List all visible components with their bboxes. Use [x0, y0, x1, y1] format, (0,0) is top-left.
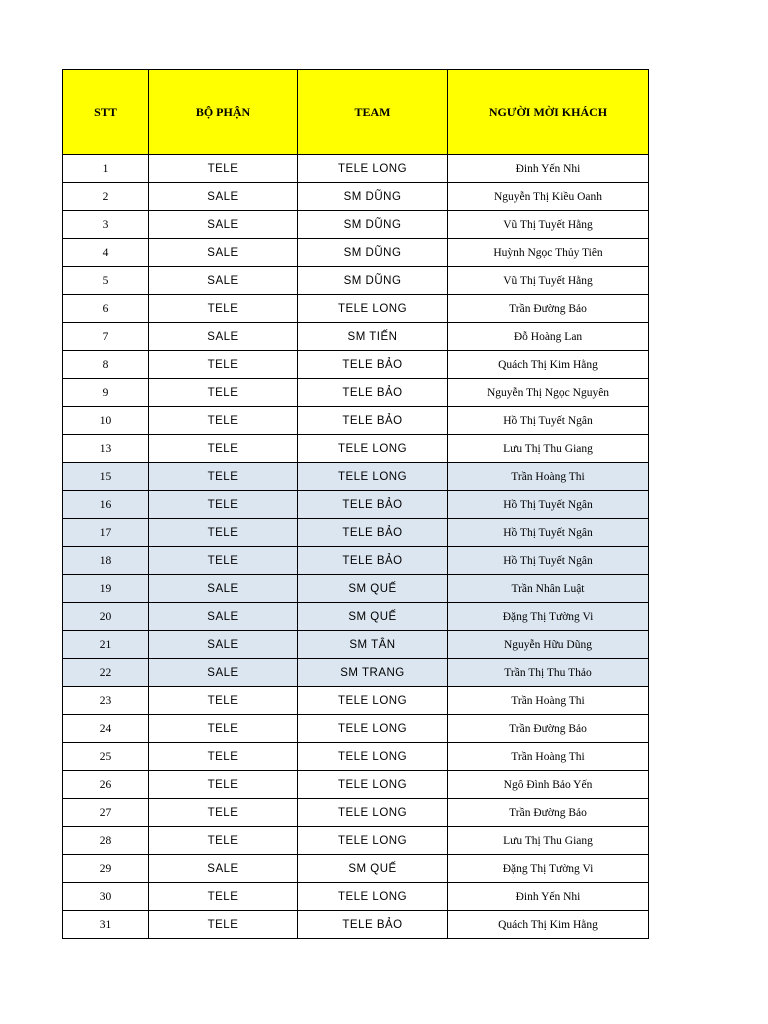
cell-bo-phan: SALE [149, 603, 298, 631]
cell-nguoi-moi-khach: Đỗ Hoàng Lan [448, 323, 649, 351]
cell-bo-phan: TELE [149, 547, 298, 575]
cell-nguoi-moi-khach: Hồ Thị Tuyết Ngân [448, 519, 649, 547]
header-nguoi-moi-khach: NGƯỜI MỜI KHÁCH [448, 70, 649, 155]
cell-bo-phan: TELE [149, 295, 298, 323]
cell-nguoi-moi-khach: Trần Hoàng Thi [448, 463, 649, 491]
cell-team: TELE LONG [298, 715, 448, 743]
cell-nguoi-moi-khach: Ngô Đình Bảo Yến [448, 771, 649, 799]
cell-stt: 4 [63, 239, 149, 267]
cell-stt: 23 [63, 687, 149, 715]
table-row [63, 715, 649, 743]
header-stt: STT [63, 70, 149, 155]
cell-bo-phan: SALE [149, 267, 298, 295]
cell-team: TELE LONG [298, 771, 448, 799]
cell-nguoi-moi-khach: Huỳnh Ngọc Thủy Tiên [448, 239, 649, 267]
cell-team: TELE LONG [298, 155, 448, 183]
cell-nguoi-moi-khach: Hồ Thị Tuyết Ngân [448, 407, 649, 435]
cell-team: SM TRANG [298, 659, 448, 687]
cell-stt: 13 [63, 435, 149, 463]
cell-team: SM QUẾ [298, 603, 448, 631]
table-row [63, 379, 649, 407]
cell-stt: 6 [63, 295, 149, 323]
cell-bo-phan: SALE [149, 631, 298, 659]
table-row [63, 603, 649, 631]
cell-team: TELE LONG [298, 295, 448, 323]
cell-team: TELE BẢO [298, 547, 448, 575]
cell-stt: 15 [63, 463, 149, 491]
cell-bo-phan: TELE [149, 519, 298, 547]
cell-bo-phan: TELE [149, 687, 298, 715]
cell-team: TELE LONG [298, 883, 448, 911]
cell-stt: 5 [63, 267, 149, 295]
cell-stt: 25 [63, 743, 149, 771]
cell-bo-phan: TELE [149, 379, 298, 407]
table-row [63, 295, 649, 323]
table-row [63, 267, 649, 295]
cell-stt: 16 [63, 491, 149, 519]
cell-stt: 10 [63, 407, 149, 435]
cell-nguoi-moi-khach: Đinh Yến Nhi [448, 883, 649, 911]
cell-bo-phan: SALE [149, 323, 298, 351]
cell-bo-phan: TELE [149, 491, 298, 519]
cell-bo-phan: TELE [149, 155, 298, 183]
cell-bo-phan: TELE [149, 743, 298, 771]
cell-nguoi-moi-khach: Nguyễn Hữu Dũng [448, 631, 649, 659]
cell-team: SM QUẾ [298, 855, 448, 883]
header-row [63, 70, 649, 155]
cell-nguoi-moi-khach: Nguyễn Thị Kiều Oanh [448, 183, 649, 211]
cell-stt: 1 [63, 155, 149, 183]
cell-team: SM QUẾ [298, 575, 448, 603]
cell-nguoi-moi-khach: Lưu Thị Thu Giang [448, 827, 649, 855]
cell-nguoi-moi-khach: Hồ Thị Tuyết Ngân [448, 547, 649, 575]
cell-nguoi-moi-khach: Quách Thị Kim Hằng [448, 351, 649, 379]
cell-bo-phan: TELE [149, 407, 298, 435]
table-header [63, 70, 649, 155]
cell-nguoi-moi-khach: Vũ Thị Tuyết Hằng [448, 211, 649, 239]
table-row [63, 575, 649, 603]
cell-stt: 27 [63, 799, 149, 827]
cell-bo-phan: SALE [149, 211, 298, 239]
cell-nguoi-moi-khach: Trần Hoàng Thi [448, 743, 649, 771]
table-row [63, 687, 649, 715]
guest-invitation-table [62, 69, 649, 939]
cell-team: TELE LONG [298, 743, 448, 771]
cell-bo-phan: SALE [149, 183, 298, 211]
cell-bo-phan: TELE [149, 351, 298, 379]
cell-stt: 7 [63, 323, 149, 351]
cell-stt: 17 [63, 519, 149, 547]
table-row [63, 407, 649, 435]
table-row [63, 239, 649, 267]
cell-stt: 3 [63, 211, 149, 239]
cell-nguoi-moi-khach: Vũ Thị Tuyết Hằng [448, 267, 649, 295]
cell-bo-phan: TELE [149, 771, 298, 799]
cell-team: SM DŨNG [298, 183, 448, 211]
cell-team: SM DŨNG [298, 211, 448, 239]
cell-team: TELE BẢO [298, 491, 448, 519]
cell-bo-phan: SALE [149, 239, 298, 267]
cell-team: SM DŨNG [298, 239, 448, 267]
cell-nguoi-moi-khach: Đặng Thị Tường Vi [448, 855, 649, 883]
table-row [63, 183, 649, 211]
cell-team: TELE BẢO [298, 407, 448, 435]
table-row [63, 323, 649, 351]
cell-stt: 31 [63, 911, 149, 939]
cell-bo-phan: TELE [149, 827, 298, 855]
cell-bo-phan: SALE [149, 575, 298, 603]
cell-nguoi-moi-khach: Trần Đường Bảo [448, 715, 649, 743]
table-body [63, 155, 649, 939]
cell-nguoi-moi-khach: Đặng Thị Tường Vi [448, 603, 649, 631]
cell-stt: 18 [63, 547, 149, 575]
cell-nguoi-moi-khach: Lưu Thị Thu Giang [448, 435, 649, 463]
table-row [63, 491, 649, 519]
cell-team: SM TIẾN [298, 323, 448, 351]
table-row [63, 659, 649, 687]
cell-bo-phan: SALE [149, 659, 298, 687]
cell-stt: 2 [63, 183, 149, 211]
cell-team: TELE LONG [298, 799, 448, 827]
table-row [63, 827, 649, 855]
cell-nguoi-moi-khach: Trần Nhân Luật [448, 575, 649, 603]
table-row [63, 351, 649, 379]
cell-nguoi-moi-khach: Trần Hoàng Thi [448, 687, 649, 715]
cell-nguoi-moi-khach: Quách Thị Kim Hằng [448, 911, 649, 939]
table-row [63, 743, 649, 771]
cell-bo-phan: TELE [149, 715, 298, 743]
cell-stt: 20 [63, 603, 149, 631]
table-row [63, 463, 649, 491]
table-row [63, 771, 649, 799]
cell-team: TELE BẢO [298, 519, 448, 547]
table-row [63, 519, 649, 547]
cell-bo-phan: TELE [149, 911, 298, 939]
cell-nguoi-moi-khach: Nguyễn Thị Ngọc Nguyên [448, 379, 649, 407]
cell-stt: 30 [63, 883, 149, 911]
cell-nguoi-moi-khach: Trần Đường Bảo [448, 799, 649, 827]
cell-team: TELE LONG [298, 463, 448, 491]
cell-stt: 19 [63, 575, 149, 603]
cell-nguoi-moi-khach: Trần Thị Thu Thảo [448, 659, 649, 687]
cell-bo-phan: TELE [149, 435, 298, 463]
cell-nguoi-moi-khach: Đinh Yến Nhi [448, 155, 649, 183]
header-team: TEAM [298, 70, 448, 155]
cell-team: TELE LONG [298, 827, 448, 855]
header-bo-phan: BỘ PHẬN [149, 70, 298, 155]
cell-team: TELE LONG [298, 435, 448, 463]
cell-stt: 28 [63, 827, 149, 855]
table-row [63, 631, 649, 659]
cell-team: TELE BẢO [298, 351, 448, 379]
cell-bo-phan: TELE [149, 883, 298, 911]
table-row [63, 883, 649, 911]
cell-team: TELE LONG [298, 687, 448, 715]
cell-team: TELE BẢO [298, 911, 448, 939]
cell-bo-phan: SALE [149, 855, 298, 883]
table-row [63, 435, 649, 463]
cell-stt: 26 [63, 771, 149, 799]
cell-team: TELE BẢO [298, 379, 448, 407]
table-row [63, 855, 649, 883]
cell-stt: 8 [63, 351, 149, 379]
cell-bo-phan: TELE [149, 799, 298, 827]
cell-bo-phan: TELE [149, 463, 298, 491]
cell-stt: 29 [63, 855, 149, 883]
cell-stt: 24 [63, 715, 149, 743]
cell-nguoi-moi-khach: Trần Đường Bảo [448, 295, 649, 323]
cell-stt: 22 [63, 659, 149, 687]
cell-stt: 9 [63, 379, 149, 407]
cell-team: SM DŨNG [298, 267, 448, 295]
table-row [63, 211, 649, 239]
table-row [63, 155, 649, 183]
cell-nguoi-moi-khach: Hồ Thị Tuyết Ngân [448, 491, 649, 519]
cell-team: SM TÂN [298, 631, 448, 659]
table-row [63, 547, 649, 575]
cell-stt: 21 [63, 631, 149, 659]
table-row [63, 911, 649, 939]
table-row [63, 799, 649, 827]
